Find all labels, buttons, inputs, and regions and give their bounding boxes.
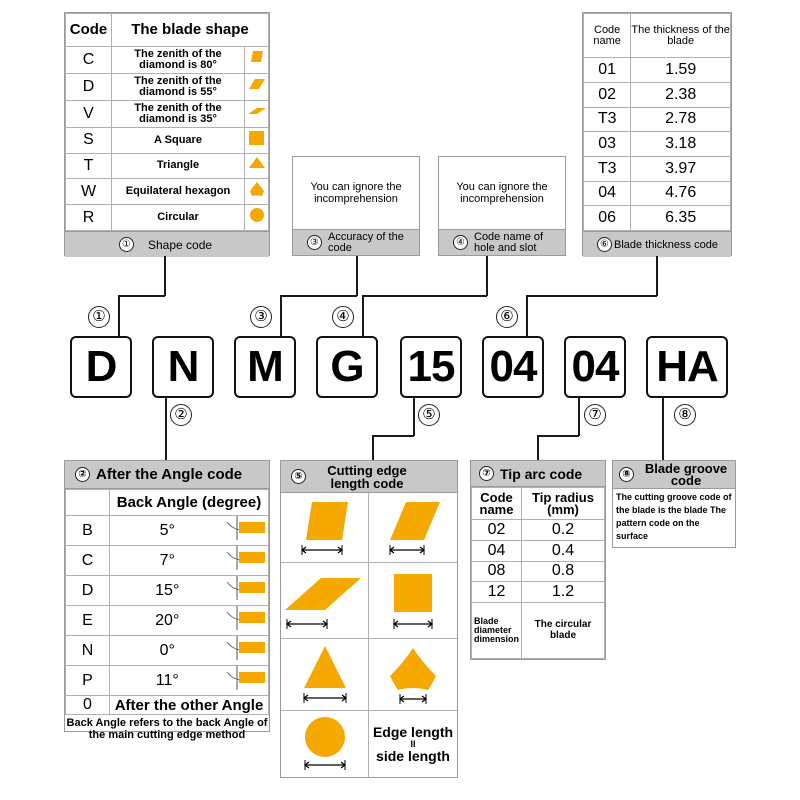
thickness-code: 01 [584, 58, 631, 83]
groove-code-box [612, 460, 736, 548]
thickness-row [584, 181, 731, 206]
tip-arc-code: 04 [472, 541, 522, 562]
edge-triangle-cell [281, 639, 369, 711]
accuracy-footer [293, 229, 419, 255]
square-edge-icon [378, 568, 448, 634]
shape-row [66, 127, 269, 153]
shape-code: D [66, 73, 112, 100]
back-angle-row [66, 576, 269, 606]
shape-head-code: Code [66, 14, 112, 47]
edge-rhombus-80-cell [281, 493, 369, 563]
thickness-footer-label: Blade thickness code [614, 238, 718, 251]
edge-equation-top: Edge length [372, 724, 454, 740]
circle-edge-icon [290, 713, 360, 775]
back-angle-value: 7° [110, 546, 225, 576]
tip-head-code: Code name [472, 488, 522, 520]
accuracy-message: You can ignore the incomprehension [310, 181, 402, 205]
back-angle-table [64, 460, 270, 741]
hole-footer-label: Code name of hole and slot [474, 230, 544, 254]
marker-4: ④ [453, 235, 468, 250]
shape-desc: The zenith of the diamond is 35° [112, 100, 245, 127]
shape-desc: Circular [112, 205, 245, 231]
tip-head-value: Tip radius (mm) [522, 488, 605, 520]
marker-8: ⑧ [619, 467, 634, 482]
tip-arc-title: Tip arc code [500, 465, 583, 482]
thickness-value: 3.18 [631, 132, 731, 157]
shape-desc: A Square [112, 127, 245, 153]
thickness-value: 2.78 [631, 107, 731, 132]
blade-side-icon [225, 576, 269, 606]
tip-arc-row [472, 561, 605, 582]
thickness-code: T3 [584, 107, 631, 132]
back-angle-code: N [66, 636, 110, 666]
edge-circle-cell [281, 711, 369, 777]
marker-6-top: ⑥ [496, 306, 518, 328]
edge-equation-cell [369, 711, 457, 777]
shape-code: C [66, 46, 112, 73]
tip-arc-code: 12 [472, 582, 522, 603]
shape-code: V [66, 100, 112, 127]
marker-1: ① [119, 237, 134, 252]
shape-desc: The zenith of the diamond is 80° [112, 46, 245, 73]
back-angle-code: E [66, 606, 110, 636]
shape-head-shape: The blade shape [112, 14, 269, 47]
back-angle-code: B [66, 516, 110, 546]
designation-shape-letter: D [70, 336, 132, 398]
trigon-icon [245, 179, 269, 205]
designation-tip-arc: 04 [564, 336, 626, 398]
accuracy-footer-label: Accuracy of the code [328, 230, 404, 254]
marker-8-bottom: ⑧ [674, 404, 696, 426]
tip-arc-code: 02 [472, 520, 522, 541]
edge-equation-bottom: side length [376, 748, 450, 764]
rhombus-35-edge-icon [285, 568, 365, 634]
back-angle-value: 0° [110, 636, 225, 666]
marker-7: ⑦ [479, 466, 494, 481]
shape-desc: Equilateral hexagon [112, 179, 245, 205]
blade-side-icon [225, 666, 269, 696]
tip-last-value: The circular blade [522, 602, 605, 658]
back-angle-row [66, 516, 269, 546]
back-angle-code: D [66, 576, 110, 606]
shape-code: W [66, 179, 112, 205]
back-angle-row [66, 606, 269, 636]
thickness-row [584, 107, 731, 132]
marker-1-top: ① [88, 306, 110, 328]
thickness-value: 4.76 [631, 181, 731, 206]
tip-arc-row [472, 520, 605, 541]
rhombus-55-edge-icon [378, 498, 448, 558]
blade-side-icon [225, 606, 269, 636]
thickness-head-code: Code name [584, 14, 631, 58]
marker-5-bottom: ⑤ [418, 404, 440, 426]
back-angle-code: P [66, 666, 110, 696]
marker-5: ⑤ [291, 469, 306, 484]
rhombus-55-icon [245, 73, 269, 100]
shape-row [66, 153, 269, 179]
edge-square-cell [369, 563, 457, 639]
accuracy-box [292, 156, 420, 256]
shape-row [66, 73, 269, 100]
triangle-icon [245, 153, 269, 179]
tip-arc-value: 1.2 [522, 582, 605, 603]
tip-arc-value: 0.8 [522, 561, 605, 582]
cutting-edge-header [281, 461, 457, 493]
shape-row [66, 100, 269, 127]
thickness-value: 2.38 [631, 82, 731, 107]
edge-rhombus-55-cell [369, 493, 457, 563]
back-angle-row [66, 666, 269, 696]
marker-4-top: ④ [332, 306, 354, 328]
marker-3: ③ [307, 235, 322, 250]
thickness-code: T3 [584, 156, 631, 181]
blade-side-icon [225, 516, 269, 546]
thickness-code: 03 [584, 132, 631, 157]
rhombus-80-edge-icon [290, 498, 360, 558]
designation-accuracy-letter: M [234, 336, 296, 398]
tip-arc-header [471, 461, 605, 487]
tip-arc-row [472, 541, 605, 562]
back-angle-title: After the Angle code [96, 466, 243, 483]
thickness-table [582, 12, 732, 256]
tip-arc-value: 0.4 [522, 541, 605, 562]
rhombus-35-icon [245, 100, 269, 127]
marker-7-bottom: ⑦ [584, 404, 606, 426]
blade-side-icon [225, 636, 269, 666]
blade-side-icon [225, 546, 269, 576]
tip-arc-value: 0.2 [522, 520, 605, 541]
other-angle-code: 0 [66, 696, 110, 715]
shape-code: T [66, 153, 112, 179]
thickness-code: 02 [584, 82, 631, 107]
thickness-row [584, 156, 731, 181]
tip-last-code: Blade diameter dimension [472, 602, 522, 658]
designation-thickness: 04 [482, 336, 544, 398]
designation-edge-length: 15 [400, 336, 462, 398]
thickness-row [584, 58, 731, 83]
back-angle-header [65, 461, 269, 489]
groove-body: The cutting groove code of the blade is the blade The pattern code on the surface [616, 492, 732, 541]
back-angle-code: C [66, 546, 110, 576]
back-angle-note: Back Angle refers to the back Angle of the main cutting edge method [66, 717, 268, 741]
thickness-head-value: The thickness of the blade [631, 14, 731, 58]
designation-groove: HA [646, 336, 728, 398]
groove-title: Blade groove code [644, 460, 728, 488]
shape-row [66, 205, 269, 231]
square-icon [245, 127, 269, 153]
hole-box [438, 156, 566, 256]
shape-row [66, 46, 269, 73]
groove-header [613, 461, 735, 489]
back-angle-row [66, 636, 269, 666]
thickness-value: 3.97 [631, 156, 731, 181]
tip-arc-row [472, 582, 605, 603]
other-angle-text: After the other Angle [110, 696, 269, 715]
marker-2-bottom: ② [170, 404, 192, 426]
back-angle-value: 20° [110, 606, 225, 636]
tip-arc-code: 08 [472, 561, 522, 582]
shape-code: R [66, 205, 112, 231]
edge-rhombus-35-cell [281, 563, 369, 639]
marker-3-top: ③ [250, 306, 272, 328]
thickness-footer [583, 231, 731, 257]
edge-equation-sign: II [410, 739, 416, 749]
back-angle-value: 5° [110, 516, 225, 546]
back-angle-value: 11° [110, 666, 225, 696]
cutting-edge-title: Cutting edge length code [327, 462, 407, 491]
designation-hole-letter: G [316, 336, 378, 398]
thickness-row [584, 82, 731, 107]
back-angle-value: 15° [110, 576, 225, 606]
trigon-edge-icon [378, 642, 448, 708]
back-angle-row [66, 546, 269, 576]
shape-code-footer [65, 231, 269, 257]
circle-icon [245, 205, 269, 231]
hole-footer [439, 229, 565, 255]
back-angle-col-head: Back Angle (degree) [110, 490, 269, 516]
designation-angle-letter: N [152, 336, 214, 398]
tip-arc-table [470, 460, 606, 660]
marker-6: ⑥ [597, 237, 612, 252]
edge-trigon-cell [369, 639, 457, 711]
thickness-row [584, 206, 731, 231]
thickness-code: 04 [584, 181, 631, 206]
shape-code-table [64, 12, 270, 256]
thickness-value: 6.35 [631, 206, 731, 231]
cutting-edge-table [280, 460, 458, 778]
thickness-value: 1.59 [631, 58, 731, 83]
rhombus-80-icon [245, 46, 269, 73]
hole-message: You can ignore the incomprehension [456, 181, 548, 205]
shape-code: S [66, 127, 112, 153]
marker-2: ② [75, 467, 90, 482]
thickness-row [584, 132, 731, 157]
shape-desc: Triangle [112, 153, 245, 179]
shape-desc: The zenith of the diamond is 55° [112, 73, 245, 100]
shape-row [66, 179, 269, 205]
triangle-edge-icon [290, 642, 360, 708]
shape-code-footer-label: Shape code [148, 237, 213, 252]
thickness-code: 06 [584, 206, 631, 231]
